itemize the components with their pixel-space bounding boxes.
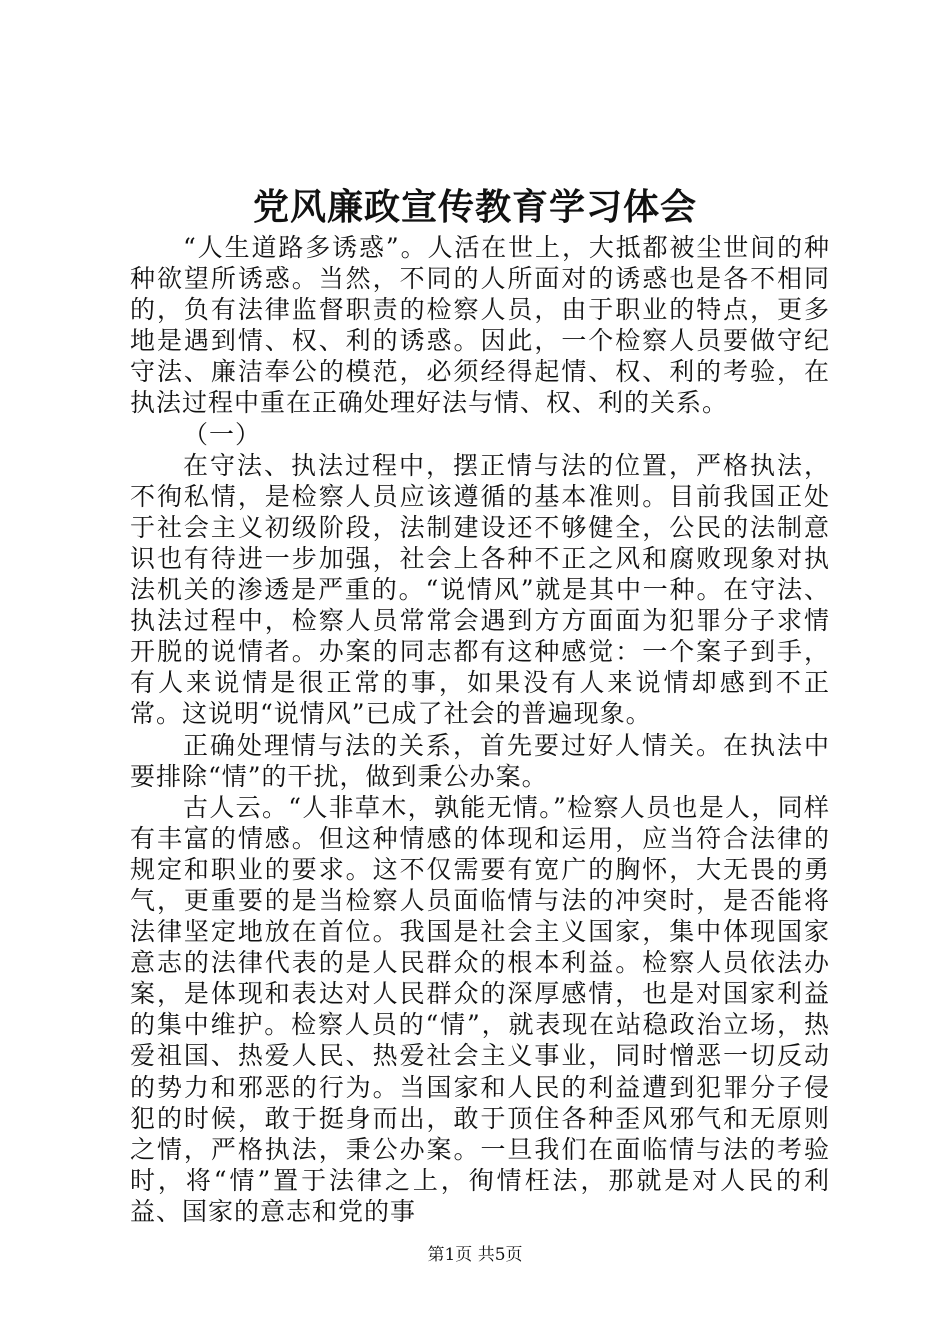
document-title: 党风廉政宣传教育学习体会	[252, 187, 697, 228]
paragraph-relationship: 正确处理情与法的关系，首先要过好人情关。在执法中要排除“情”的干扰，做到秉公办案。	[130, 730, 830, 791]
document-body	[130, 232, 830, 1227]
paragraph-intro: “人生道路多诱惑”。人活在世上，大抵都被尘世间的种种欲望所诱惑。当然，不同的人所面对的诱惑也是各不相同的，负有法律监督职责的检察人员，由于职业的特点，更多地是遇到情、权、利的诱惑。因此，一个检察人员要做守纪守法、廉洁奉公的模范，必须经得起情、权、利的考验，在执法过程中重在正确处理好法与情、权、利的关系。	[130, 233, 830, 418]
section-heading: （一）	[183, 419, 262, 449]
paragraph-principle: 在守法、执法过程中，摆正情与法的位置，严格执法，不徇私情，是检察人员应该遵循的基本准则。目前我国正处于社会主义初级阶段，法制建设还不够健全，公民的法制意识也有待进一步加强，社会上各种不正之风和腐败现象对执法机关的渗透是严重的。“说情风”就是其中一种。在守法、执法过程中，检察人员常常会遇到方方面面为犯罪分子求情开脱的说情者。办案的同志都有这种感觉：一个案子到手，有人来说情是很正常的事，如果没有人来说情却感到不正常。这说明“说情风”已成了社会的普遍现象。	[130, 450, 830, 729]
page-number-footer: 第1页 共5页	[427, 1245, 523, 1265]
paragraph-ancient-saying: 古人云。“人非草木，孰能无情。”检察人员也是人，同样有丰富的情感。但这种情感的体现和运用，应当符合法律的规定和职业的要求。这不仅需要有宽广的胸怀，大无畏的勇气，更重要的是当检察人员面临情与法的冲突时，是否能将法律坚定地放在首位。我国是社会主义国家，集中体现国家意志的法律代表的是人民群众的根本利益。检察人员依法办案，是体现和表达对人民群众的深厚感情，也是对国家利益的集中维护。检察人员的“情”，就表现在站稳政治立场，热爱祖国、热爱人民、热爱社会主义事业，同时憎恶一切反动的势力和邪恶的行为。当国家和人民的利益遭到犯罪分子侵犯的时候，敢于挺身而出，敢于顶住各种歪风邪气和无原则之情，严格执法，秉公办案。一旦我们在面临情与法的考验时，将“情”置于法律之上，徇情枉法，那就是对人民的利益、国家的意志和党的事	[130, 792, 830, 1226]
